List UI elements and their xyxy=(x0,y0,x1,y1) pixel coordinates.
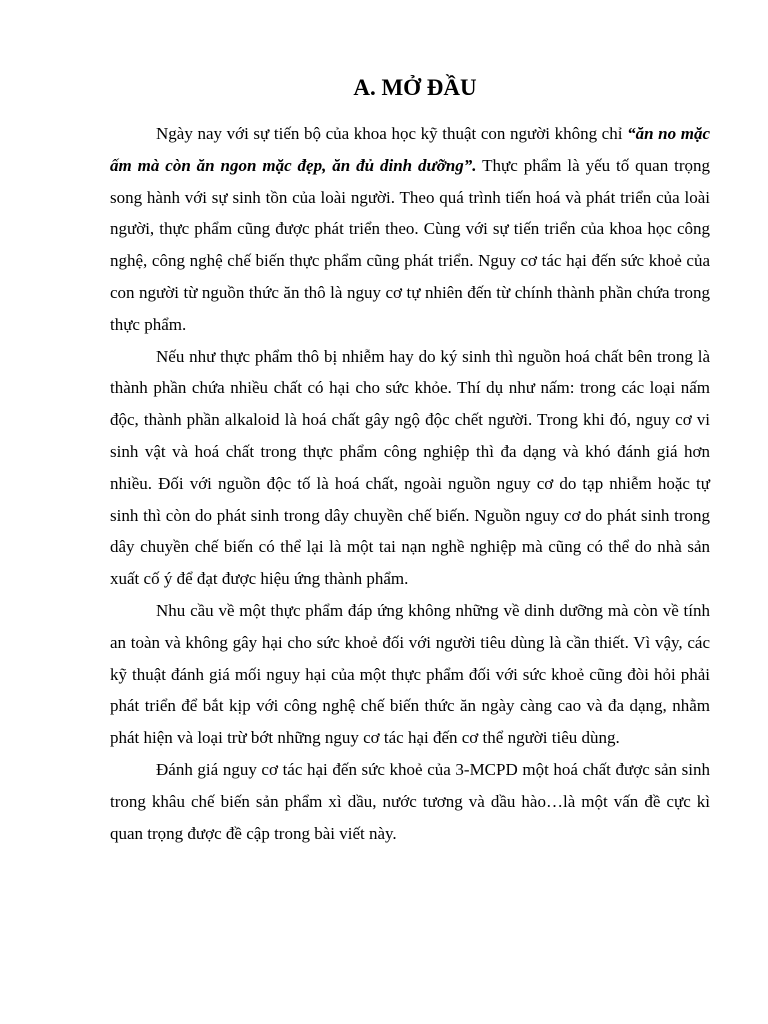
page-title: A. MỞ ĐẦU xyxy=(353,75,477,100)
paragraph-2: Nếu như thực phẩm thô bị nhiễm hay do ký sinh thì nguồn hoá chất bên trong là thành phần chứa nhiều chất có hại cho sức khỏe. Thí dụ như nấm: trong các loại nấm độc, thành phần alkaloid là hoá chất gây ngộ độc chết người. Trong khi đó, nguy cơ vi sinh vật và hoá chất trong thực phẩm công nghiệp thì đa dạng và khó đánh giá hơn nhiều. Đối với nguồn độc tố là hoá chất, ngoài nguồn nguy cơ do tạp nhiễm hoặc tự sinh thì còn do phát sinh trong dây chuyền chế biến. Nguồn nguy cơ do phát sinh trong dây chuyền chế biến có thể lại là một tai nạn nghề nghiệp mà cũng có thể do nhà sản xuất cố ý để đạt được hiệu ứng thành phẩm. xyxy=(110,346,710,589)
paragraph-1 xyxy=(110,118,710,341)
paragraph-4: Đánh giá nguy cơ tác hại đến sức khoẻ của 3-MCPD một hoá chất được sản sinh trong khâu chế biến sản phẩm xì dầu, nước tương và dầu hào…là một vấn đề cực kì quan trọng được đề cập trong bài viết này. xyxy=(110,759,710,843)
paragraph-3: Nhu cầu về một thực phẩm đáp ứng không những về dinh dưỡng mà còn về tính an toàn và không gây hại cho sức khoẻ đối với người tiêu dùng là cần thiết. Vì vậy, các kỹ thuật đánh giá mối nguy hại của một thực phẩm đối với sức khoẻ cũng đòi hỏi phải phát triển để bắt kịp với công nghệ chế biến thức ăn ngày càng cao và đa dạng, nhằm phát hiện và loại trừ bớt những nguy cơ tác hại đến cơ thể người tiêu dùng. xyxy=(110,600,710,748)
paragraph-1-quote: “ăn no mặc ấm mà còn ăn ngon mặc đẹp, ăn đủ dinh dưỡng”. xyxy=(110,124,710,175)
paragraph-1-rest: Thực phẩm là yếu tố quan trọng song hành với sự sinh tồn của loài người. Theo quá trình tiến hoá và phát triển của loài người, thực phẩm cũng được phát triển theo. Cùng với sự tiến triển của khoa học công nghệ, công nghệ chế biến thực phẩm cũng phát triển. Nguy cơ tác hại đến sức khoẻ của con người từ nguồn thức ăn thô là nguy cơ tự nhiên đến từ chính thành phần chứa trong thực phẩm. xyxy=(110,155,710,334)
paragraph-1-lead: Ngày nay với sự tiến bộ của khoa học kỹ thuật con người không chỉ xyxy=(156,124,628,143)
